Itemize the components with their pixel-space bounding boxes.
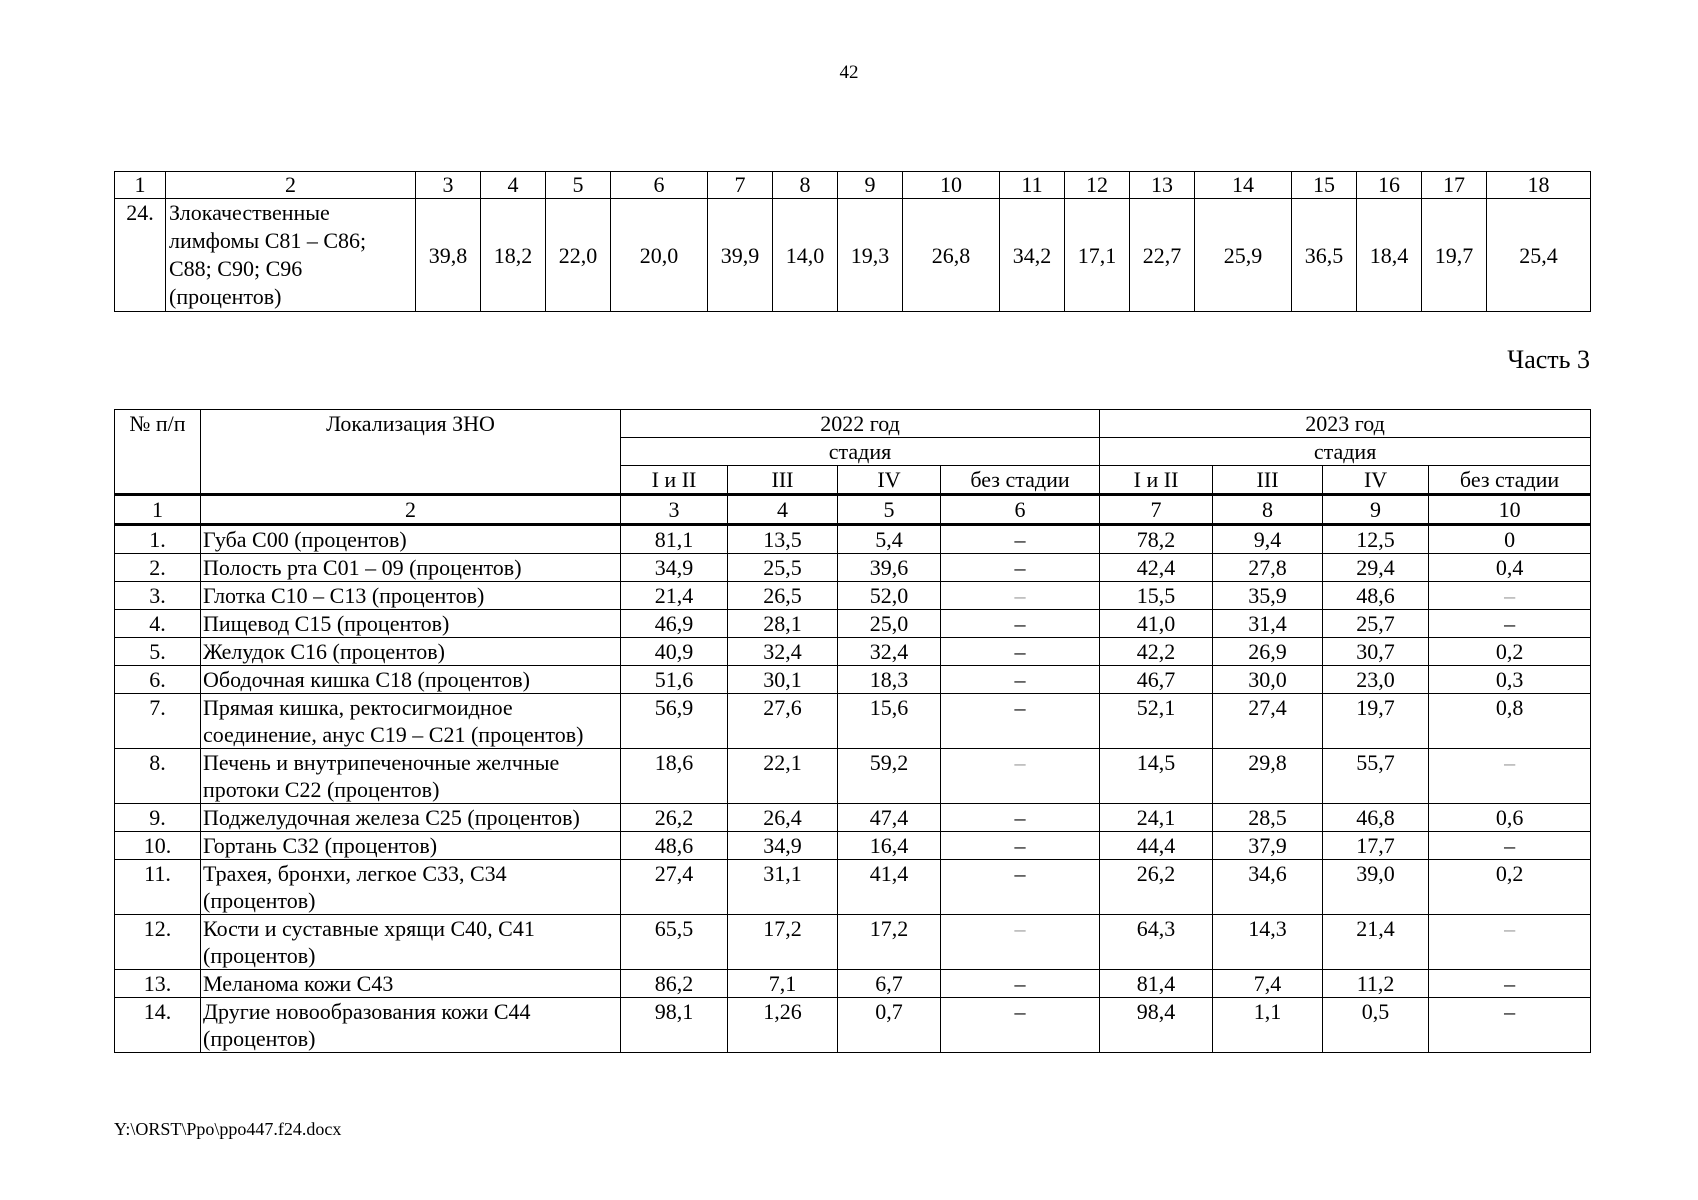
cell-value: 7,1	[728, 970, 838, 998]
cell-value: 0,8	[1429, 694, 1591, 749]
cell-value: 26,2	[1100, 860, 1213, 915]
cell-value: 41,4	[838, 860, 941, 915]
cell-value: –	[1429, 582, 1591, 610]
cell-value: 27,6	[728, 694, 838, 749]
col-header-stage-1-2: I и II	[1100, 466, 1213, 495]
t1-idx: 8	[773, 172, 838, 199]
cell-value: 31,1	[728, 860, 838, 915]
cell-value: –	[941, 582, 1100, 610]
cell-value: 27,4	[1213, 694, 1323, 749]
cell-value: 29,8	[1213, 749, 1323, 804]
cell-value: 29,4	[1323, 554, 1429, 582]
row-number: 6.	[115, 666, 201, 694]
table-row	[115, 638, 1591, 666]
cell-value: –	[941, 970, 1100, 998]
cell-value: 0,6	[1429, 804, 1591, 832]
cell-value: 17,2	[838, 915, 941, 970]
t1-idx: 3	[416, 172, 481, 199]
t1-idx: 13	[1130, 172, 1195, 199]
row-number: 14.	[115, 998, 201, 1053]
cell-value: 23,0	[1323, 666, 1429, 694]
index-cell: 4	[728, 495, 838, 525]
row-number: 8.	[115, 749, 201, 804]
cell-value: 7,4	[1213, 970, 1323, 998]
cell-value: 86,2	[621, 970, 728, 998]
row-number: 3.	[115, 582, 201, 610]
t1-idx: 15	[1292, 172, 1357, 199]
row-localization: Пищевод С15 (процентов)	[201, 610, 621, 638]
cell-value: 24,1	[1100, 804, 1213, 832]
col-header-year-2023: 2023 год	[1100, 410, 1591, 438]
row-number: 10.	[115, 832, 201, 860]
t1-idx: 12	[1065, 172, 1130, 199]
cell-value: 28,5	[1213, 804, 1323, 832]
cell-value: 25,5	[728, 554, 838, 582]
cell-value: –	[941, 666, 1100, 694]
cell-value: 0,2	[1429, 860, 1591, 915]
cell-value: 98,4	[1100, 998, 1213, 1053]
col-header-stage-4: IV	[1323, 466, 1429, 495]
table-row	[115, 860, 1591, 915]
cell-value: 17,7	[1323, 832, 1429, 860]
table-row	[115, 970, 1591, 998]
cell-value: 19,3	[838, 199, 903, 312]
cell-value: 30,7	[1323, 638, 1429, 666]
table1-index-row	[115, 172, 1591, 199]
row-number: 12.	[115, 915, 201, 970]
cell-value: 59,2	[838, 749, 941, 804]
cell-value: 18,2	[481, 199, 546, 312]
t1-idx: 6	[611, 172, 708, 199]
cell-value: 0,2	[1429, 638, 1591, 666]
row-localization: Ободочная кишка С18 (процентов)	[201, 666, 621, 694]
cell-value: 12,5	[1323, 525, 1429, 554]
cell-value: 22,1	[728, 749, 838, 804]
index-cell: 10	[1429, 495, 1591, 525]
t1-idx: 2	[166, 172, 416, 199]
cell-value: 48,6	[621, 832, 728, 860]
cell-value: 22,0	[546, 199, 611, 312]
col-header-stage-4: IV	[838, 466, 941, 495]
cell-value: 41,0	[1100, 610, 1213, 638]
cell-value: 39,6	[838, 554, 941, 582]
index-cell: 6	[941, 495, 1100, 525]
row-number: 5.	[115, 638, 201, 666]
cell-value: 27,8	[1213, 554, 1323, 582]
row-localization: Желудок С16 (процентов)	[201, 638, 621, 666]
table-row	[115, 610, 1591, 638]
header-row-years	[115, 410, 1591, 438]
cell-value: 19,7	[1323, 694, 1429, 749]
cell-value: 46,7	[1100, 666, 1213, 694]
index-cell: 8	[1213, 495, 1323, 525]
cell-value: 14,3	[1213, 915, 1323, 970]
t1-idx: 5	[546, 172, 611, 199]
cell-value: 11,2	[1323, 970, 1429, 998]
cell-value: 9,4	[1213, 525, 1323, 554]
t1-idx: 1	[115, 172, 166, 199]
cell-value: 25,4	[1487, 199, 1591, 312]
t1-idx: 16	[1357, 172, 1422, 199]
cell-value: 34,9	[621, 554, 728, 582]
page-number: 42	[839, 62, 859, 83]
row-localization: Трахея, бронхи, легкое С33, С34 (процентов)	[201, 860, 621, 915]
cell-value: 27,4	[621, 860, 728, 915]
cell-value: 42,4	[1100, 554, 1213, 582]
cell-value: 47,4	[838, 804, 941, 832]
row-localization: Гортань С32 (процентов)	[201, 832, 621, 860]
table-part3	[114, 409, 1591, 1053]
row-localization: Меланома кожи С43	[201, 970, 621, 998]
row-localization: Поджелудочная железа С25 (процентов)	[201, 804, 621, 832]
cell-value: 34,6	[1213, 860, 1323, 915]
cell-value: 0,3	[1429, 666, 1591, 694]
t1-idx: 18	[1487, 172, 1591, 199]
t1-idx: 7	[708, 172, 773, 199]
table-row	[115, 998, 1591, 1053]
cell-value: 1,26	[728, 998, 838, 1053]
row-localization: Кости и суставные хрящи С40, С41 (процентов)	[201, 915, 621, 970]
cell-value: 1,1	[1213, 998, 1323, 1053]
cell-value: 39,9	[708, 199, 773, 312]
table-row	[115, 554, 1591, 582]
row-number: 4.	[115, 610, 201, 638]
cell-value: 17,1	[1065, 199, 1130, 312]
cell-value: 0	[1429, 525, 1591, 554]
table-row	[115, 804, 1591, 832]
table-row	[115, 694, 1591, 749]
cell-value: 0,7	[838, 998, 941, 1053]
index-cell: 7	[1100, 495, 1213, 525]
cell-value: 55,7	[1323, 749, 1429, 804]
index-row	[115, 495, 1591, 525]
cell-value: 20,0	[611, 199, 708, 312]
row-number: 9.	[115, 804, 201, 832]
cell-value: –	[941, 638, 1100, 666]
cell-value: 34,9	[728, 832, 838, 860]
cell-value: 46,8	[1323, 804, 1429, 832]
table-row	[115, 832, 1591, 860]
row-localization: Печень и внутрипеченочные желчные протоки С22 (процентов)	[201, 749, 621, 804]
col-header-stage-3: III	[728, 466, 838, 495]
cell-value: 39,0	[1323, 860, 1429, 915]
cell-value: –	[941, 998, 1100, 1053]
cell-value: 48,6	[1323, 582, 1429, 610]
table-row	[115, 199, 1591, 312]
cell-value: 42,2	[1100, 638, 1213, 666]
cell-value: 21,4	[1323, 915, 1429, 970]
index-cell: 1	[115, 495, 201, 525]
table-row	[115, 525, 1591, 554]
cell-value: –	[941, 694, 1100, 749]
table-part2-continuation	[114, 171, 1591, 312]
cell-value: 25,0	[838, 610, 941, 638]
cell-value: –	[1429, 832, 1591, 860]
cell-value: 51,6	[621, 666, 728, 694]
row-name: Злокачественные лимфомы С81 – С86; С88; С90; С96 (процентов)	[166, 199, 416, 312]
cell-value: 13,5	[728, 525, 838, 554]
row-localization: Другие новообразования кожи С44 (процентов)	[201, 998, 621, 1053]
cell-value: –	[941, 749, 1100, 804]
t1-idx: 14	[1195, 172, 1292, 199]
cell-value: 26,4	[728, 804, 838, 832]
col-header-stage-1-2: I и II	[621, 466, 728, 495]
cell-value: –	[941, 832, 1100, 860]
t1-idx: 10	[903, 172, 1000, 199]
cell-value: –	[1429, 998, 1591, 1053]
cell-value: 0,5	[1323, 998, 1429, 1053]
cell-value: 32,4	[728, 638, 838, 666]
row-number: 13.	[115, 970, 201, 998]
cell-value: 15,5	[1100, 582, 1213, 610]
col-header-stage-3: III	[1213, 466, 1323, 495]
cell-value: 34,2	[1000, 199, 1065, 312]
cell-value: 30,1	[728, 666, 838, 694]
index-cell: 2	[201, 495, 621, 525]
index-cell: 5	[838, 495, 941, 525]
cell-value: 98,1	[621, 998, 728, 1053]
cell-value: –	[941, 915, 1100, 970]
col-header-stage: стадия	[621, 438, 1100, 466]
index-cell: 3	[621, 495, 728, 525]
cell-value: 16,4	[838, 832, 941, 860]
cell-value: 31,4	[1213, 610, 1323, 638]
cell-value: 25,7	[1323, 610, 1429, 638]
col-header-stage: стадия	[1100, 438, 1591, 466]
cell-value: 18,6	[621, 749, 728, 804]
t1-idx: 17	[1422, 172, 1487, 199]
cell-value: 28,1	[728, 610, 838, 638]
cell-value: 5,4	[838, 525, 941, 554]
row-localization: Полость рта С01 – 09 (процентов)	[201, 554, 621, 582]
cell-value: 30,0	[1213, 666, 1323, 694]
cell-value: 26,8	[903, 199, 1000, 312]
cell-value: 6,7	[838, 970, 941, 998]
part-title: Часть 3	[1507, 345, 1590, 374]
cell-value: 39,8	[416, 199, 481, 312]
row-number: 7.	[115, 694, 201, 749]
cell-value: 65,5	[621, 915, 728, 970]
cell-value: 14,0	[773, 199, 838, 312]
cell-value: 56,9	[621, 694, 728, 749]
cell-value: –	[1429, 749, 1591, 804]
cell-value: 26,2	[621, 804, 728, 832]
cell-value: –	[941, 804, 1100, 832]
table-row	[115, 915, 1591, 970]
cell-value: 36,5	[1292, 199, 1357, 312]
cell-value: 44,4	[1100, 832, 1213, 860]
col-header-year-2022: 2022 год	[621, 410, 1100, 438]
cell-value: 81,4	[1100, 970, 1213, 998]
cell-value: 19,7	[1422, 199, 1487, 312]
row-number: 11.	[115, 860, 201, 915]
cell-value: 0,4	[1429, 554, 1591, 582]
cell-value: 78,2	[1100, 525, 1213, 554]
index-cell: 9	[1323, 495, 1429, 525]
col-header-no-stage: без стадии	[1429, 466, 1591, 495]
col-header-localization: Локализация ЗНО	[201, 410, 621, 495]
cell-value: 32,4	[838, 638, 941, 666]
cell-value: –	[941, 554, 1100, 582]
cell-value: 14,5	[1100, 749, 1213, 804]
cell-value: –	[1429, 970, 1591, 998]
cell-value: 26,5	[728, 582, 838, 610]
table-row	[115, 749, 1591, 804]
col-header-number: № п/п	[115, 410, 201, 495]
row-localization: Губа С00 (процентов)	[201, 525, 621, 554]
cell-value: 17,2	[728, 915, 838, 970]
file-path-footer: Y:\ORST\Ppo\ppo447.f24.docx	[114, 1119, 342, 1139]
row-localization: Прямая кишка, ректосигмоидное соединение, анус С19 – С21 (процентов)	[201, 694, 621, 749]
t1-idx: 11	[1000, 172, 1065, 199]
cell-value: 21,4	[621, 582, 728, 610]
row-localization: Глотка С10 – С13 (процентов)	[201, 582, 621, 610]
cell-value: –	[941, 525, 1100, 554]
t1-idx: 4	[481, 172, 546, 199]
cell-value: 35,9	[1213, 582, 1323, 610]
cell-value: 52,1	[1100, 694, 1213, 749]
cell-value: 37,9	[1213, 832, 1323, 860]
col-header-no-stage: без стадии	[941, 466, 1100, 495]
row-number: 2.	[115, 554, 201, 582]
cell-value: 64,3	[1100, 915, 1213, 970]
cell-value: –	[941, 860, 1100, 915]
table-row	[115, 582, 1591, 610]
cell-value: 15,6	[838, 694, 941, 749]
cell-value: 22,7	[1130, 199, 1195, 312]
cell-value: 46,9	[621, 610, 728, 638]
table-row	[115, 666, 1591, 694]
cell-value: 52,0	[838, 582, 941, 610]
cell-value: –	[941, 610, 1100, 638]
cell-value: 25,9	[1195, 199, 1292, 312]
cell-value: 81,1	[621, 525, 728, 554]
t1-idx: 9	[838, 172, 903, 199]
cell-value: –	[1429, 610, 1591, 638]
cell-value: –	[1429, 915, 1591, 970]
cell-value: 40,9	[621, 638, 728, 666]
row-number: 24.	[115, 199, 166, 312]
cell-value: 18,3	[838, 666, 941, 694]
row-number: 1.	[115, 525, 201, 554]
cell-value: 26,9	[1213, 638, 1323, 666]
cell-value: 18,4	[1357, 199, 1422, 312]
